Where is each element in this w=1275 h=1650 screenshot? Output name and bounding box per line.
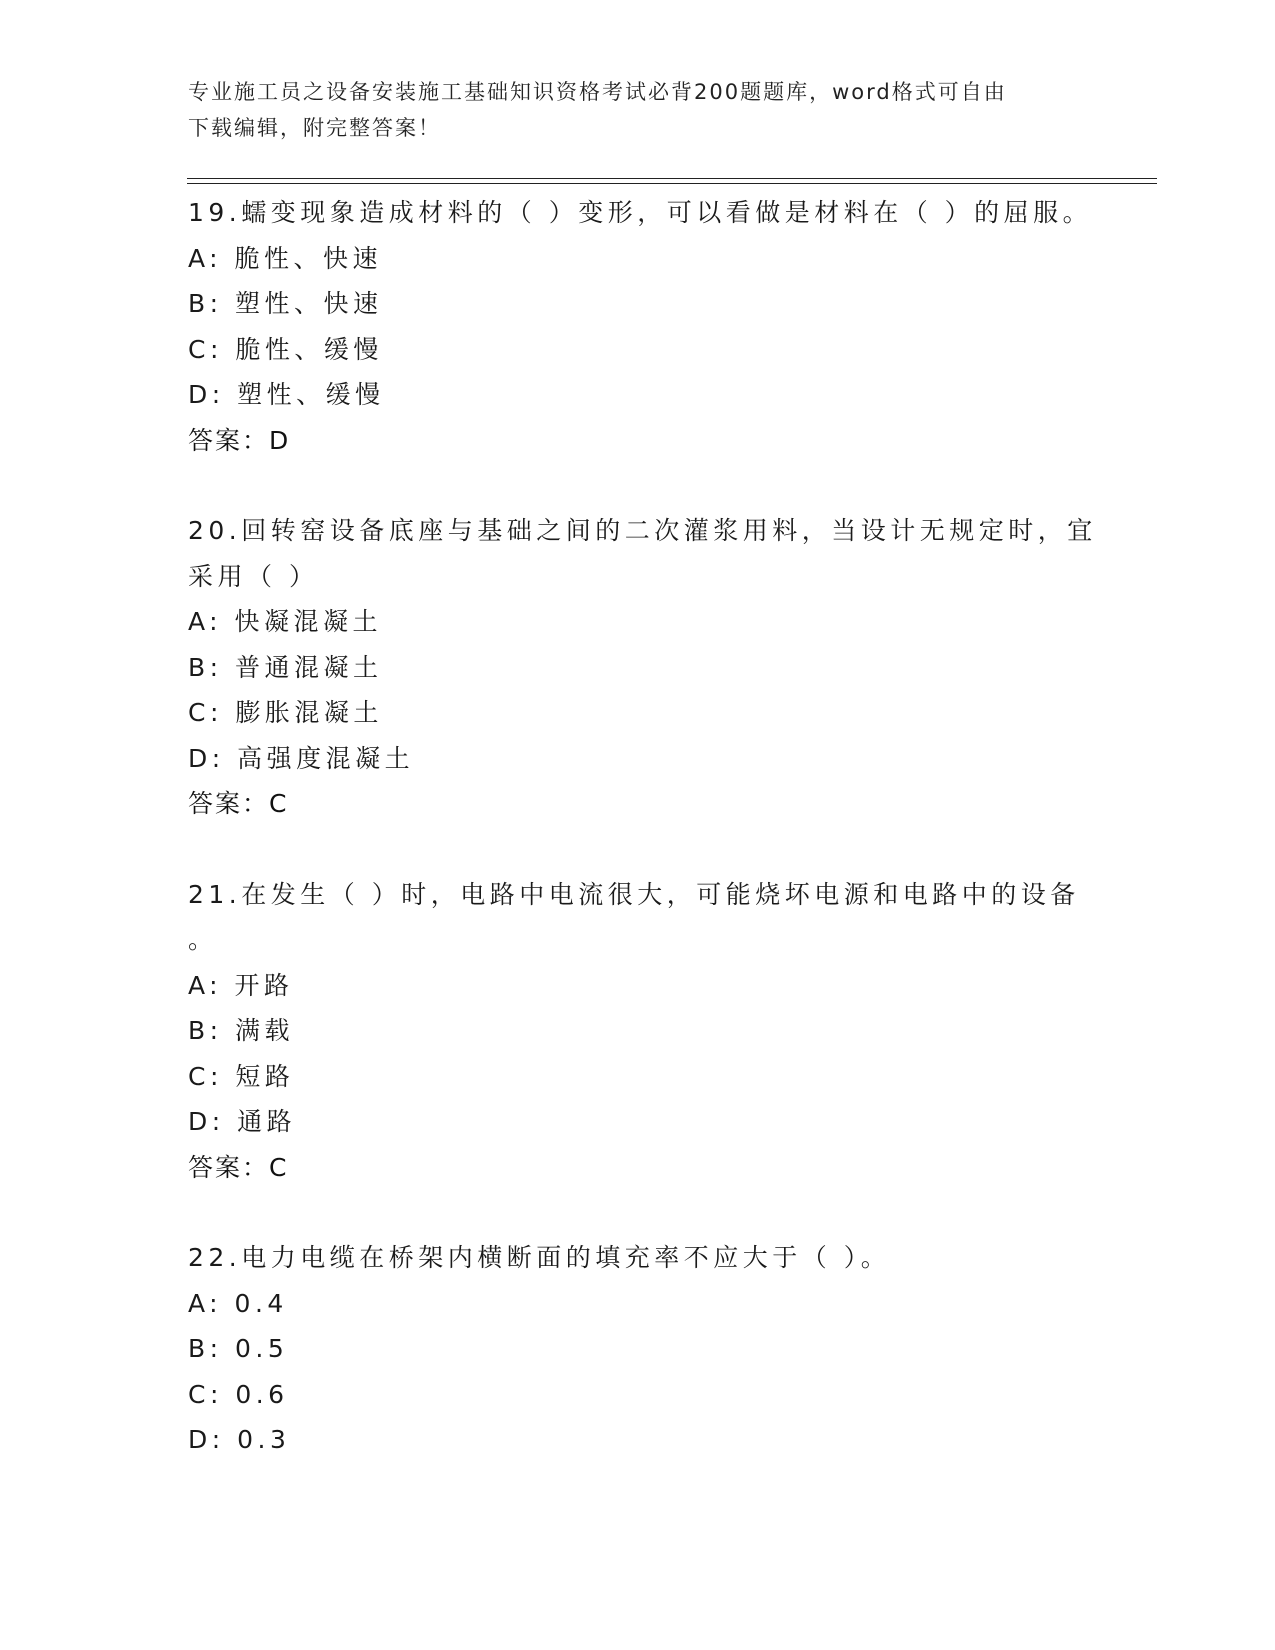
option-d: D: 塑性、缓慢 — [188, 380, 385, 409]
option-a: A: 0.4 — [188, 1288, 288, 1318]
question-list — [188, 190, 1097, 1463]
question-stem-continued: 采用（ ） — [188, 561, 319, 591]
header-divider-top — [187, 178, 1157, 179]
question-stem: 19.蠕变现象造成材料的（ ）变形，可以看做是材料在（ ）的屈服。 — [188, 198, 1093, 227]
option-c: C: 短路 — [188, 1061, 295, 1091]
question-stem: 22.电力电缆在桥架内横断面的填充率不应大于（ ）。 — [188, 1243, 891, 1272]
question-stem: 21.在发生（ ）时，电路中电流很大，可能烧坏电源和电路中的设备 — [188, 879, 1080, 909]
option-b: B: 0.5 — [188, 1334, 289, 1363]
option-a: A: 脆性、快速 — [188, 243, 383, 273]
question-22 — [188, 1235, 1088, 1463]
option-d: D: 通路 — [188, 1107, 297, 1136]
question-stem: 20.回转窑设备底座与基础之间的二次灌浆用料，当设计无规定时，宜 — [188, 516, 1097, 545]
option-c: C: 0.6 — [188, 1379, 289, 1409]
answer-label: 答案：D — [188, 425, 291, 455]
question-19 — [188, 190, 1093, 463]
answer-label: 答案：C — [188, 789, 289, 818]
question-21 — [188, 872, 1088, 1191]
header-divider-bottom — [187, 183, 1157, 184]
header-line-1: 专业施工员之设备安装施工基础知识资格考试必背200题题库，word格式可自由 — [188, 80, 1007, 104]
option-a: A: 快凝混凝土 — [188, 607, 383, 636]
option-a: A: 开路 — [188, 970, 294, 1000]
option-b: B: 普通混凝土 — [188, 652, 383, 682]
answer-label: 答案：C — [188, 1152, 289, 1182]
option-b: B: 满载 — [188, 1016, 295, 1045]
document-header — [188, 74, 1088, 146]
option-b: B: 塑性、快速 — [188, 289, 383, 318]
option-c: C: 脆性、缓慢 — [188, 334, 383, 364]
header-line-2: 下载编辑，附完整答案！ — [188, 116, 441, 140]
question-20 — [188, 508, 1097, 827]
option-d: D: 高强度混凝土 — [188, 743, 415, 773]
option-d: D: 0.3 — [188, 1425, 291, 1454]
option-c: C: 膨胀混凝土 — [188, 698, 383, 727]
question-stem-continued: 。 — [188, 925, 218, 954]
